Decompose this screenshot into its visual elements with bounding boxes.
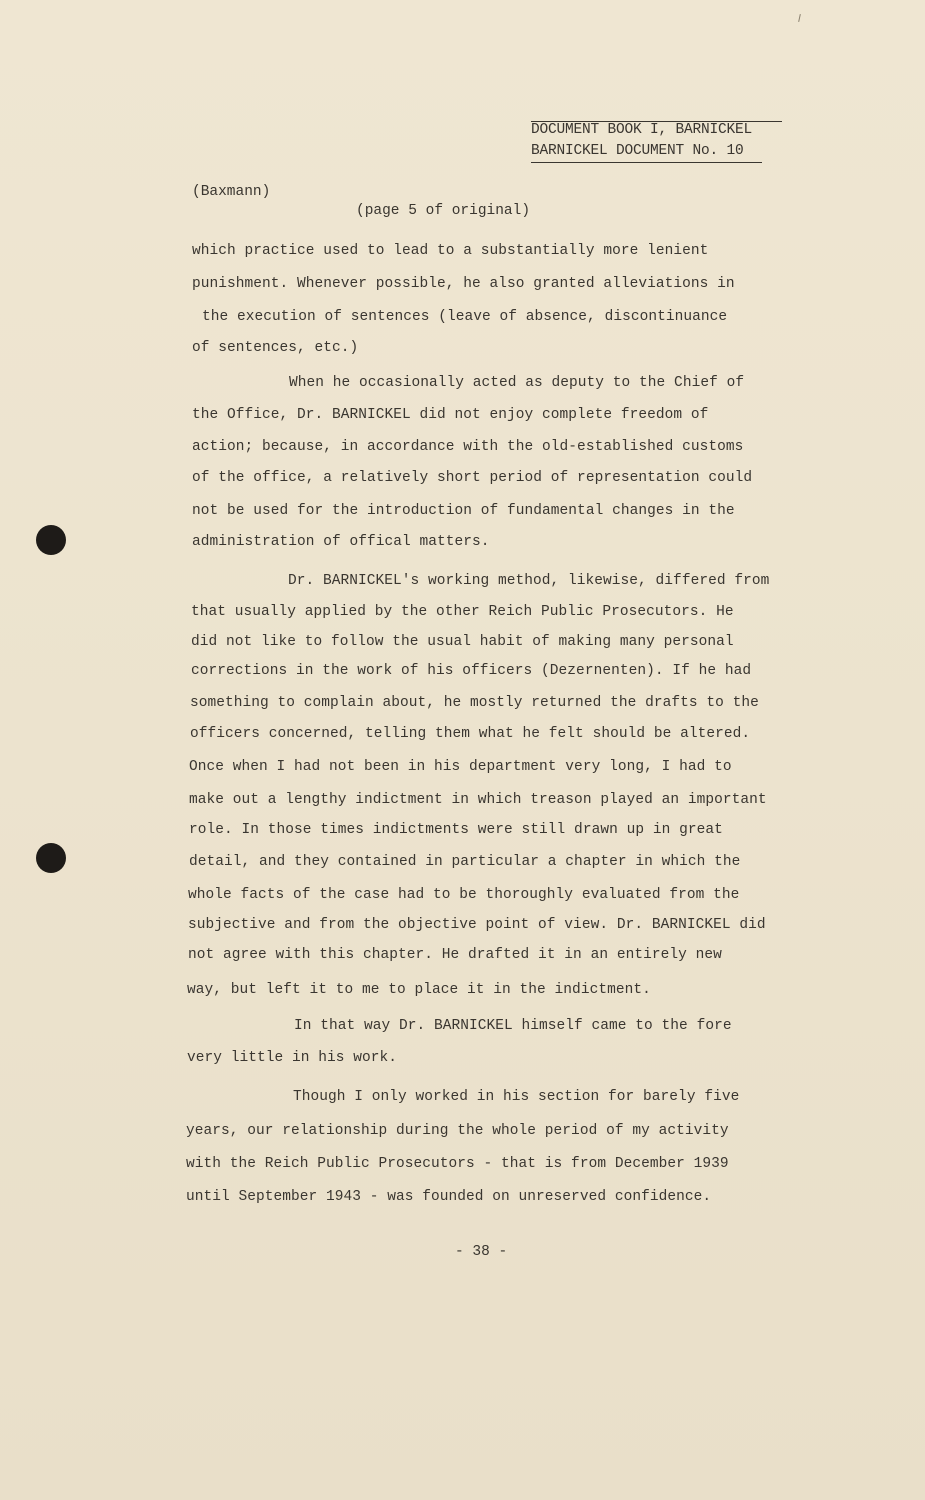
paragraph-3-line: subjective and from the objective point of view. Dr. BARNICKEL did	[188, 917, 766, 933]
paragraph-1-line: of sentences, etc.)	[192, 340, 359, 356]
witness-name: (Baxmann)	[192, 184, 271, 200]
paragraph-3-line: not agree with this chapter. He drafted it in an entirely new	[188, 947, 722, 963]
document-header	[531, 120, 762, 163]
paragraph-1-line: the execution of sentences (leave of absence, discontinuance	[202, 309, 728, 325]
paragraph-5-line: years, our relationship during the whole period of my activity	[186, 1123, 729, 1139]
paragraph-1-line: which practice used to lead to a substantially more lenient	[192, 243, 709, 259]
punch-hole-top	[36, 525, 66, 555]
paragraph-3-line: role. In those times indictments were still drawn up in great	[189, 822, 723, 838]
paragraph-1-line: punishment. Whenever possible, he also granted alleviations in	[192, 276, 735, 292]
paragraph-3-line: something to complain about, he mostly returned the drafts to the	[190, 695, 759, 711]
paragraph-3-line: officers concerned, telling them what he felt should be altered.	[190, 726, 751, 742]
paragraph-3-line: whole facts of the case had to be thoroughly evaluated from the	[188, 887, 740, 903]
paragraph-3-line: make out a lengthy indictment in which treason played an important	[189, 792, 767, 808]
punch-hole-bottom	[36, 843, 66, 873]
paragraph-2-line: of the office, a relatively short period of representation could	[192, 470, 753, 486]
header-document-line: BARNICKEL DOCUMENT No. 10	[531, 141, 762, 163]
paragraph-2-line: the Office, Dr. BARNICKEL did not enjoy complete freedom of	[192, 407, 709, 423]
paragraph-4-line: very little in his work.	[187, 1050, 398, 1066]
paragraph-2-line: When he occasionally acted as deputy to the Chief of	[289, 375, 745, 391]
paragraph-3-line: Dr. BARNICKEL's working method, likewise, differed from	[288, 573, 770, 589]
paragraph-3-line: corrections in the work of his officers (Dezernenten). If he had	[191, 663, 752, 679]
page-reference: (page 5 of original)	[356, 203, 531, 219]
paragraph-5-line: Though I only worked in his section for barely five	[293, 1089, 740, 1105]
paragraph-3-line: way, but left it to me to place it in the indictment.	[187, 982, 651, 998]
paragraph-3-line: that usually applied by the other Reich Public Prosecutors. He	[191, 604, 734, 620]
paragraph-3-line: detail, and they contained in particular a chapter in which the	[189, 854, 741, 870]
paragraph-2-line: not be used for the introduction of fundamental changes in the	[192, 503, 735, 519]
paragraph-4-line: In that way Dr. BARNICKEL himself came to the fore	[294, 1018, 732, 1034]
paragraph-5-line: until September 1943 - was founded on unreserved confidence.	[186, 1189, 712, 1205]
paragraph-3-line: Once when I had not been in his department very long, I had to	[189, 759, 732, 775]
header-book-line: DOCUMENT BOOK I, BARNICKEL	[531, 122, 753, 138]
paragraph-2-line: administration of offical matters.	[192, 534, 490, 550]
paragraph-3-line: did not like to follow the usual habit of making many personal	[191, 634, 734, 650]
page-number: - 38 -	[455, 1244, 508, 1260]
paragraph-2-line: action; because, in accordance with the old-established customs	[192, 439, 744, 455]
corner-mark	[798, 14, 801, 22]
paragraph-5-line: with the Reich Public Prosecutors - that is from December 1939	[186, 1156, 729, 1172]
